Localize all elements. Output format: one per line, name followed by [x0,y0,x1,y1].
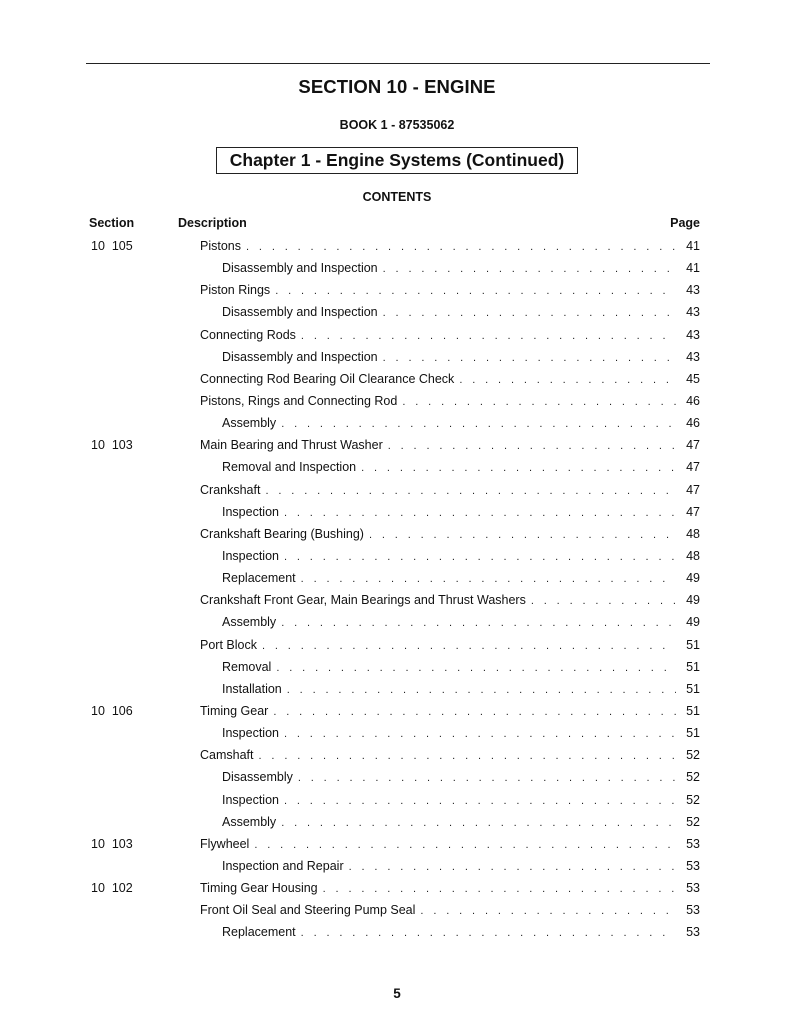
toc-entry-body [200,438,700,452]
toc-entry-page: 41 [686,261,700,276]
toc-section-code: 10 103 [91,836,133,851]
dot-leader [383,352,676,364]
toc-entry [0,700,794,722]
toc-entry-body [200,394,700,408]
toc-entry-page: 53 [686,903,700,918]
toc-entry-body [222,859,700,873]
dot-leader [301,330,676,342]
toc-section-code: 10 105 [91,239,133,253]
book-number: BOOK 1 - 87535062 [339,118,455,132]
toc-entry [0,324,794,346]
dot-leader [459,374,676,386]
dot-leader [301,927,676,939]
toc-entry-label: Camshaft [200,748,254,763]
toc-entry-label: Inspection [222,548,279,563]
toc-entry-label: Flywheel [200,836,250,851]
dot-leader [265,485,676,497]
toc-entry-body [200,748,700,762]
dot-leader [281,817,676,829]
toc-entry-page: 48 [686,526,700,541]
dot-leader [246,241,676,253]
toc-entry-page: 51 [686,659,700,674]
dot-leader [284,728,676,740]
toc-entry-page: 51 [686,681,700,696]
dot-leader [273,706,676,718]
toc-entry [0,899,794,921]
toc-entry-page: 47 [686,504,700,519]
toc-entry [0,257,794,279]
dot-leader [262,640,676,652]
toc-entry-label: Inspection [222,726,279,741]
toc-entry-body [200,283,700,297]
toc-entry-page: 43 [686,283,700,298]
dot-leader [369,529,676,541]
toc-entry-label: Assembly [222,615,277,630]
toc-entry [0,479,794,501]
toc-entry-body [200,638,700,652]
dot-leader [323,883,676,895]
toc-entry-page: 49 [686,615,700,630]
toc-entry-page: 43 [686,305,700,320]
toc-entry-page: 52 [686,748,700,763]
dot-leader [388,440,676,452]
toc-section-code: 10 106 [91,703,133,718]
toc-entry-body [222,660,700,674]
toc-entry-label: Connecting Rod Bearing Oil Clearance Check [200,371,455,386]
toc-entry-label: Main Bearing and Thrust Washer [200,438,383,453]
toc-entry [0,589,794,611]
toc-entry-page: 41 [686,239,700,253]
toc-entry [0,523,794,545]
toc-entry-label: Piston Rings [200,283,271,298]
toc-entry-label: Installation [222,681,282,696]
toc-entry-label: Replacement [222,925,296,940]
toc-entry [0,235,794,257]
dot-leader [402,396,676,408]
toc-entry-label: Crankshaft Bearing (Bushing) [200,526,364,541]
toc-entry-body [222,350,700,364]
dot-leader [284,795,676,807]
toc-entry-label: Removal [222,659,272,674]
toc-entry-page: 46 [686,416,700,431]
dot-leader [383,307,676,319]
toc-entry-page: 46 [686,393,700,408]
toc-entry-label: Pistons, Rings and Connecting Rod [200,393,398,408]
column-header-page: Page [670,216,700,230]
toc-entry-label: Timing Gear Housing [200,881,318,896]
dot-leader [287,684,676,696]
toc-entry [0,279,794,301]
toc-entry-page: 52 [686,814,700,829]
toc-entry-label: Disassembly and Inspection [222,349,378,364]
toc-entry-page: 49 [686,571,700,586]
toc-entry [0,346,794,368]
toc-entry-page: 52 [686,792,700,807]
toc-entry-body [222,615,700,629]
toc-entry-label: Inspection and Repair [222,858,344,873]
toc-entry-label: Pistons [200,239,241,253]
toc-entry-body [200,903,700,917]
toc-entry-page: 47 [686,460,700,475]
toc-entry [0,390,794,412]
toc-entry-body [222,925,700,939]
dot-leader [349,861,676,873]
column-header-description: Description [178,216,247,230]
toc-entry-body [200,593,700,607]
toc-entry [0,301,794,323]
toc-entry-page: 51 [686,726,700,741]
toc-section-code: 10 102 [91,881,133,896]
dot-leader [259,750,677,762]
toc-entry-page: 47 [686,438,700,453]
dot-leader [298,772,676,784]
toc-entry-body [222,682,700,696]
toc-entry [0,789,794,811]
toc-entry [0,855,794,877]
toc-entry-body [222,770,700,784]
toc-entry-label: Disassembly and Inspection [222,305,378,320]
toc-entry-body [200,483,700,497]
toc-entry-page: 53 [686,925,700,940]
toc-entry-body [200,704,700,718]
toc-entry-body [222,460,700,474]
toc-entry-page: 53 [686,881,700,896]
toc-entry [0,567,794,589]
toc-entry-label: Crankshaft Front Gear, Main Bearings and Thrust Washers [200,593,526,608]
toc-entry-body [222,815,700,829]
toc-entry-body [222,416,700,430]
column-header-section: Section [89,216,135,230]
toc-entry [0,722,794,744]
toc-entry-page: 45 [686,371,700,386]
toc-entry [0,656,794,678]
toc-entry-page: 51 [686,637,700,652]
toc-entry-page: 43 [686,327,700,342]
toc-entry-body [200,372,700,386]
toc-entry-label: Connecting Rods [200,327,296,342]
toc-entry [0,634,794,656]
toc-entry-body [222,261,700,275]
toc-entry-label: Front Oil Seal and Steering Pump Seal [200,903,416,918]
toc-section-code: 10 103 [91,438,133,453]
toc-entry-label: Disassembly and Inspection [222,261,378,276]
toc-entry-body [200,527,700,541]
toc-entry-label: Assembly [222,814,277,829]
toc-entry [0,545,794,567]
dot-leader [361,462,676,474]
dot-leader [275,285,676,297]
toc-entry-label: Disassembly [222,770,293,785]
toc-entry [0,744,794,766]
toc-entry-label: Crankshaft [200,482,261,497]
toc-entry-body [200,328,700,342]
dot-leader [531,595,676,607]
toc-entry-body [222,305,700,319]
dot-leader [284,507,676,519]
dot-leader [284,551,676,563]
toc-entry [0,833,794,855]
toc-entry-page: 53 [686,858,700,873]
dot-leader [281,617,676,629]
toc-entry-body [222,793,700,807]
toc-entry-body [222,549,700,563]
contents-heading: CONTENTS [362,190,432,204]
toc-entry-label: Timing Gear [200,703,269,718]
page-number: 5 [393,986,401,1001]
section-title: SECTION 10 - ENGINE [298,76,496,97]
toc-entry [0,811,794,833]
toc-entry-page: 51 [686,703,700,718]
toc-entry-label: Replacement [222,571,296,586]
toc-entry-label: Removal and Inspection [222,460,357,475]
dot-leader [281,418,676,430]
toc-entry [0,412,794,434]
top-rule [86,63,710,64]
toc-entry [0,501,794,523]
toc-entry-body [200,837,700,851]
dot-leader [383,263,676,275]
toc-entry [0,678,794,700]
toc-entry-body [222,505,700,519]
dot-leader [254,839,676,851]
toc-entry [0,368,794,390]
toc-entry [0,921,794,943]
dot-leader [276,662,676,674]
toc-entry-label: Inspection [222,792,279,807]
toc-entry-label: Assembly [222,416,277,431]
dot-leader [420,905,676,917]
chapter-title: Chapter 1 - Engine Systems (Continued) [216,147,578,174]
toc-entry [0,434,794,456]
toc-entry-body [222,571,700,585]
toc-entry-label: Port Block [200,637,257,652]
toc-entry-label: Inspection [222,504,279,519]
toc-entry [0,611,794,633]
toc-entry-page: 48 [686,548,700,563]
toc-entry-page: 53 [686,836,700,851]
toc-entry [0,456,794,478]
toc-entry-page: 49 [686,593,700,608]
toc-entry-page: 47 [686,482,700,497]
toc-entry-page: 43 [686,349,700,364]
toc-entry-body [222,726,700,740]
toc-entry-page: 52 [686,770,700,785]
table-of-contents [0,235,794,944]
toc-entry [0,877,794,899]
toc-entry-body [200,881,700,895]
toc-entry-body [200,239,700,253]
dot-leader [301,573,676,585]
toc-entry [0,766,794,788]
